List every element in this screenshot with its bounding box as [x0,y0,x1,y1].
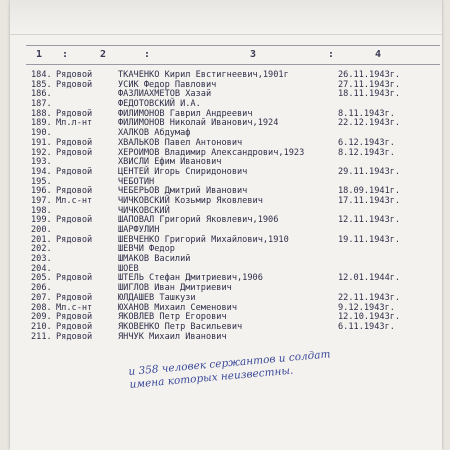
table-row [10,148,442,158]
row-name: ЦЕНТЕЙ Игорь Спиридонович [118,166,248,177]
row-rank: Рядовой [56,312,93,323]
row-number: 195. [31,176,52,187]
row-number: 185. [31,79,52,90]
row-number: 189. [31,118,52,129]
row-name: ЧИЧКОВСКИЙ Козьмир Яковлевич [118,195,263,206]
row-number: 190. [31,128,52,139]
row-date: 12.01.1944г. [338,273,401,284]
paper-fold [10,0,442,35]
row-name: ФЕДОТОВСКИЙ И.А. [118,99,201,110]
personnel-list [10,70,442,341]
row-number: 204. [31,263,52,274]
row-date: 18.09.1941г. [338,186,401,197]
row-number: 211. [31,331,52,342]
row-rank: Мл.л-нт [56,118,93,129]
row-number: 200. [31,225,52,235]
row-number: 206. [31,283,52,294]
row-number: 210. [31,321,52,332]
row-name: ХАЛКОВ Абдумаф [118,128,191,139]
header-sep-1: : [62,49,69,60]
table-row [10,70,442,80]
row-rank: Рядовой [56,108,93,119]
row-date: 19.11.1943г. [338,234,401,245]
row-name: ШАРФУЛИН [118,225,160,235]
table-row [10,186,442,196]
row-date: 22.11.1943г. [338,292,401,303]
table-row [10,177,442,187]
row-name: ЯНЧУК Михаил Иванович [118,331,227,342]
row-name: ШМАКОВ Василий [118,254,191,265]
row-rank: Рядовой [56,147,93,158]
table-row [10,225,442,235]
table-row [10,244,442,254]
row-rank: Рядовой [56,215,93,226]
row-name: ШЕВЧИ Федор [118,244,175,255]
table-row [10,118,442,128]
row-name: ЧЕБОТИН [118,176,155,187]
row-date: 26.11.1943г. [338,70,401,80]
row-date: 18.11.1943г. [338,89,401,100]
row-number: 208. [31,302,52,313]
row-rank: Рядовой [56,321,93,332]
table-row [10,157,442,167]
row-name: ШАПОВАЛ Григорий Яковлевич,1906 [118,215,279,226]
row-number: 193. [31,157,52,168]
row-date: 29.11.1943г. [338,166,401,177]
row-rank: Рядовой [56,292,93,303]
row-name: ЮЛДАШЕВ Ташкузи [118,292,196,303]
table-row [10,89,442,99]
row-name: ХВАЛЬКОВ Павел Антонович [118,137,243,148]
row-number: 186. [31,89,52,100]
table-row [10,109,442,119]
table-row [10,312,442,322]
row-name: ФАЗЛИАХМЕТОВ Хазай [118,89,212,100]
row-number: 187. [31,99,52,110]
row-number: 192. [31,147,52,158]
row-number: 202. [31,244,52,255]
row-date: 27.11.1943г. [338,79,401,90]
header-col-2: 2 [100,49,107,60]
row-name: УСИК Федор Павлович [118,79,217,90]
row-rank: Рядовой [56,70,93,80]
row-number: 201. [31,234,52,245]
row-number: 184. [31,70,52,80]
row-number: 199. [31,215,52,226]
table-row [10,273,442,283]
row-name: ХВИСЛИ Ефим Иванович [118,157,222,168]
table-row [10,138,442,148]
table-row [10,332,442,342]
row-rank: Мл.с-нт [56,302,93,313]
row-name: ЧЕБЕРЬОВ Дмитрий Иванович [118,186,248,197]
table-row [10,206,442,216]
row-name: ЯКОВЛЕВ Петр Егорович [118,312,227,323]
header-col-4: 4 [375,49,382,60]
row-number: 191. [31,137,52,148]
row-rank: Рядовой [56,273,93,284]
table-header [10,47,442,63]
row-number: 203. [31,254,52,265]
row-date: 9.12.1943г. [338,302,395,313]
row-number: 194. [31,166,52,177]
row-date: 8.12.1943г. [338,147,395,158]
row-number: 197. [31,195,52,206]
row-date: 8.11.1943г. [338,108,395,119]
row-name: ФИЛИМОНОВ Николай Иванович,1924 [118,118,279,129]
table-row [10,283,442,293]
row-rank: Рядовой [56,331,93,342]
header-top-rule [26,45,440,46]
row-name: ШИГЛОВ Иван Дмитриевич [118,283,232,294]
row-name: ШОЕВ [118,263,139,274]
row-rank: Рядовой [56,137,93,148]
handwritten-note: и 358 человек сержантов и солдат имена которых неизвестны. [128,348,331,391]
table-row [10,264,442,274]
table-row [10,254,442,264]
row-rank: Рядовой [56,234,93,245]
row-name: ТКАЧЕНКО Кирил Евстигнеевич,1901г [118,70,289,80]
table-row [10,293,442,303]
row-date: 17.11.1943г. [338,195,401,206]
row-name: ШТЕЛЬ Стефан Дмитриевич,1906 [118,273,263,284]
table-row [10,99,442,109]
header-sep-3: : [328,49,335,60]
table-row [10,196,442,206]
header-col-3: 3 [250,49,257,60]
row-date: 6.12.1943г. [338,137,395,148]
row-number: 198. [31,205,52,216]
table-row [10,215,442,225]
table-row [10,128,442,138]
table-row [10,303,442,313]
table-row [10,167,442,177]
row-date: 12.11.1943г. [338,215,401,226]
row-rank: Рядовой [56,186,93,197]
row-name: ФИЛИМОНОВ Гаврил Андреевич [118,108,253,119]
row-name: ЮХАНОВ Михаил Семенович [118,302,237,313]
row-number: 196. [31,186,52,197]
header-col-1: 1 [36,49,43,60]
row-name: ХЕРОИМОВ Владимир Александрович,1923 [118,147,305,158]
table-row [10,80,442,90]
row-name: ЯКОВЕНКО Петр Васильевич [118,321,243,332]
row-number: 209. [31,312,52,323]
row-name: ШЕВЧЕНКО Григорий Михайлович,1910 [118,234,289,245]
row-rank: Мл.с-нт [56,195,93,206]
row-name: ЧИЧКОВСКИЙ [118,205,170,216]
table-row [10,322,442,332]
row-rank: Рядовой [56,79,93,90]
document-page [10,0,442,450]
row-date: 12.10.1943г. [338,312,401,323]
row-date: 6.11.1943г. [338,321,395,332]
row-number: 207. [31,292,52,303]
row-number: 188. [31,108,52,119]
table-row [10,235,442,245]
header-sep-2: : [144,49,151,60]
header-bottom-rule [26,64,440,65]
row-number: 205. [31,273,52,284]
row-rank: Рядовой [56,166,93,177]
row-date: 22.12.1943г. [338,118,401,129]
